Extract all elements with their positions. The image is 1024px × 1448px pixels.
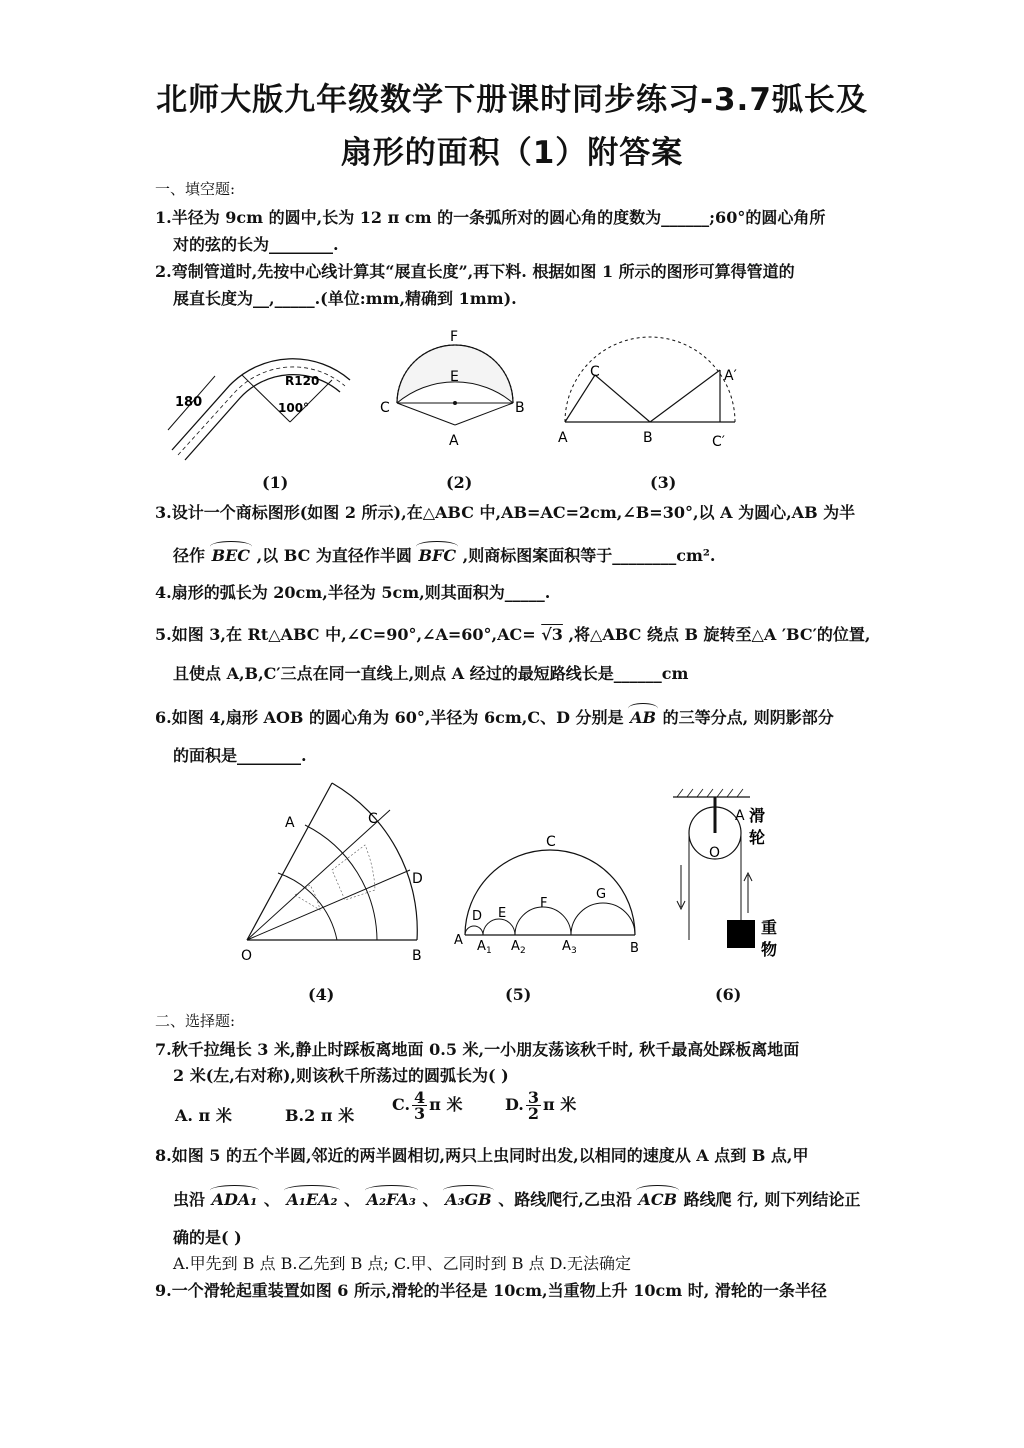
figure-2-logo	[375, 325, 535, 455]
figure-4-sector	[235, 775, 435, 965]
q5-sqrt3: √3	[541, 625, 563, 644]
fig6-label-o: O	[709, 845, 721, 861]
q6-text-b: 的三等分点, 则阴影部分	[657, 708, 834, 727]
fig2-label-b: B	[515, 400, 525, 416]
q3-line1: 3.设计一个商标图形(如图 2 所示),在△ABC 中,AB=AC=2cm,∠B=30°,以 A 为圆心,AB 为半	[155, 503, 856, 522]
q3-text-a: 径作	[173, 546, 211, 565]
q7-option-d-fraction: $\frac{3}{2}$	[527, 1088, 540, 1123]
q7-line1: 7.秋千拉绳长 3 米,静止时踩板离地面 0.5 米,一小朋友荡该秋千时, 秋千最高处踩板离地面	[155, 1040, 800, 1059]
fig5-label-g: G	[596, 887, 607, 902]
fig5-sub-3: 3	[571, 946, 577, 956]
figure-5-semicircles	[450, 830, 650, 960]
q8-arc-5: ACB	[638, 1190, 678, 1209]
fig4-label-d: D	[412, 871, 423, 887]
fig5-label-d: D	[472, 909, 483, 924]
fig2-caption: (2)	[446, 473, 473, 492]
q7-line2: 2 米(左,右对称),则该秋千所荡过的圆弧长为( )	[173, 1066, 509, 1085]
fig6-caption: (6)	[715, 985, 742, 1004]
fig6-label-a: A	[735, 808, 745, 824]
q5-line1	[155, 622, 870, 645]
q6-line1	[155, 705, 834, 728]
q7-option-a: A. π 米	[175, 1106, 232, 1125]
q5-text-a: 5.如图 3,在 Rt△ABC 中,∠C=90°,∠A=60°,AC=	[155, 625, 542, 644]
q9-line1: 9.一个滑轮起重装置如图 6 所示,滑轮的半径是 10cm,当重物上升 10cm 时, 滑轮的一条半径	[155, 1281, 827, 1300]
q8-options: A.甲先到 B 点 B.乙先到 B 点; C.甲、乙同时到 B 点 D.无法确定	[173, 1254, 632, 1273]
q1-line2: 对的弦的长为________.	[173, 235, 339, 254]
fig5-label-a1: A	[477, 939, 486, 954]
fig4-caption: (4)	[308, 985, 335, 1004]
fig5-label-c: C	[546, 834, 556, 850]
fig5-sub-2: 2	[520, 946, 526, 956]
fig2-label-f: F	[450, 329, 459, 345]
q8-arc-1: ADA₁	[211, 1190, 258, 1209]
q6-line2: 的面积是________.	[173, 746, 307, 765]
q3-line2	[173, 543, 715, 566]
q7-option-b: B.2 π 米	[285, 1106, 355, 1125]
fig1-label-angle: 100°	[278, 401, 310, 415]
fig5-sub-1: 1	[486, 946, 492, 956]
q1-line1: 1.半径为 9cm 的圆中,长为 12 π cm 的一条弧所对的圆心角的度数为______;60°的圆心角所	[155, 208, 826, 227]
figure-1-pipe	[160, 330, 360, 470]
fig3-label-b: B	[643, 430, 653, 446]
q8-arc-4: A₃GB	[445, 1190, 492, 1209]
fig1-caption: (1)	[262, 473, 289, 492]
q5-text-b: ,将△ABC 绕点 B 旋转至△A ′BC′的位置,	[562, 625, 871, 644]
q6-arc-ab: AB	[630, 708, 657, 727]
fig5-label-a3: A	[562, 939, 571, 954]
fig5-caption: (5)	[505, 985, 532, 1004]
fig6-label-pulley: 滑	[749, 806, 766, 825]
q3-text-c: ,则商标图案面积等于________cm².	[457, 546, 716, 565]
fig4-label-o: O	[241, 948, 253, 964]
page-title-line1: 北师大版九年级数学下册课时同步练习-3.7弧长及	[156, 82, 868, 118]
figure-6-pulley	[665, 785, 805, 965]
fig5-label-e: E	[498, 906, 507, 921]
q2-line1: 2.弯制管道时,先按中心线计算其“展直长度”,再下料. 根据如图 1 所示的图形可算得管道的	[155, 262, 795, 281]
fig1-label-r120: R120	[285, 374, 320, 388]
fig2-label-c: C	[380, 400, 390, 416]
fig3-label-a: A	[558, 430, 568, 446]
q8-line2: 虫沿 ADA₁ 、 A₁EA₂ 、 A₂FA₃ 、 A₃GB 、路线爬行,乙虫沿 ACB 路线爬 行, 则下列结论正	[173, 1190, 861, 1209]
fig6-label-weight2: 物	[761, 940, 778, 959]
q7-option-c-fraction: $\frac{4}{3}$	[414, 1088, 426, 1123]
q7-option-c: C. $\frac{4}{3}$ π 米	[392, 1088, 463, 1123]
q3-arc-bfc: BFC	[418, 546, 457, 565]
fig5-label-f: F	[540, 896, 548, 911]
page-title-line2: 扇形的面积（1）附答案	[340, 135, 684, 171]
figure-3-rotation	[550, 330, 750, 460]
q3-arc-bec: BEC	[211, 546, 251, 565]
fig5-label-a: A	[454, 933, 463, 948]
section-choice-heading: 二、选择题:	[155, 1012, 236, 1030]
q5-line2: 且使点 A,B,C′三点在同一直线上,则点 A 经过的最短路线长是______cm	[173, 664, 689, 683]
fig3-caption: (3)	[650, 473, 677, 492]
fig2-label-a: A	[449, 433, 459, 449]
fig4-label-c: C	[368, 811, 378, 827]
q8-line1: 8.如图 5 的五个半圆,邻近的两半圆相切,两只上虫同时出发,以相同的速度从 A 点到 B 点,甲	[155, 1146, 809, 1165]
fig5-label-a2: A	[511, 939, 520, 954]
q2-line2: 展直长度为__,_____.(单位:mm,精确到 1mm).	[173, 289, 517, 308]
fig3-label-c-prime: C′	[712, 434, 725, 450]
fig4-label-a: A	[285, 815, 295, 831]
fig4-label-b: B	[412, 948, 422, 964]
q6-text-a: 6.如图 4,扇形 AOB 的圆心角为 60°,半径为 6cm,C、D 分别是	[155, 708, 630, 727]
fig5-label-b: B	[630, 941, 639, 956]
q4-line: 4.扇形的弧长为 20cm,半径为 5cm,则其面积为_____.	[155, 583, 551, 602]
section-fill-blank-heading: 一、填空题:	[155, 180, 236, 198]
fig6-label-pulley2: 轮	[749, 828, 766, 847]
q8-arc-3: A₂FA₃	[366, 1190, 416, 1209]
q8-arc-2: A₁EA₂	[286, 1190, 338, 1209]
q3-text-b: ,以 BC 为直径作半圆	[251, 546, 418, 565]
fig1-label-180: 180	[175, 395, 203, 410]
fig3-label-c: C	[590, 364, 600, 380]
fig3-label-a-prime: A′	[724, 368, 737, 384]
fig2-label-e: E	[450, 369, 459, 385]
q8-line3: 确的是( )	[173, 1228, 242, 1247]
fig6-label-weight: 重	[761, 918, 778, 937]
q7-option-d: D. $\frac{3}{2}$ π 米	[505, 1088, 577, 1123]
